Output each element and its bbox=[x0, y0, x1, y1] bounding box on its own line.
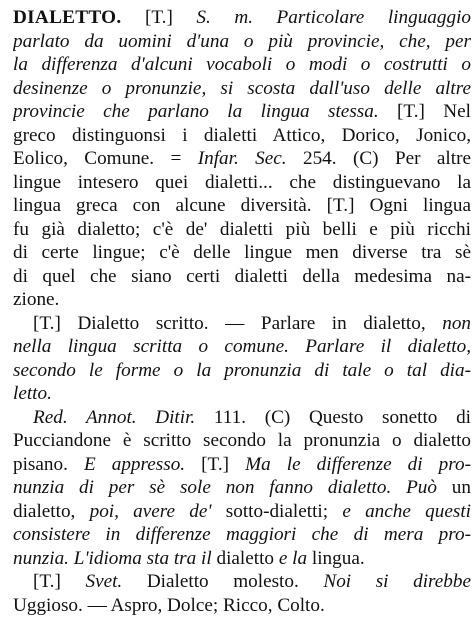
italic-text: secondo le forme o la pronunzia di tale o tal dia- bbox=[13, 360, 471, 381]
text-segment: fu già dialetto; c'è de' dialetti più belli e più ricchi bbox=[13, 219, 471, 240]
text-segment: Pucciandone è scritto secondo la pronunzia o dialetto bbox=[13, 430, 471, 451]
text-segment: di certe lingue; c'è delle lingue men diverse tra sè bbox=[13, 242, 471, 263]
text-line bbox=[13, 194, 471, 218]
italic-text: nunzia di per sè sole non fanno dialetto. Può bbox=[13, 477, 437, 498]
text-line bbox=[13, 500, 471, 524]
italic-text: E appresso. bbox=[84, 454, 185, 475]
text-segment: [T.] Nel bbox=[379, 101, 471, 122]
text-segment: lingua greca con alcune diversità. [T.] Ogni lingua bbox=[13, 195, 471, 216]
text-segment: [T.] bbox=[121, 7, 196, 28]
text-segment: Eolico, Comune. = bbox=[13, 148, 198, 169]
text-line bbox=[13, 570, 471, 594]
text-line bbox=[13, 77, 471, 101]
text-line bbox=[13, 523, 471, 547]
italic-text: poi, avere de' bbox=[90, 501, 212, 522]
text-line bbox=[13, 476, 471, 500]
italic-text: non bbox=[442, 313, 471, 334]
text-line bbox=[13, 406, 471, 430]
text-segment: [T.] bbox=[33, 571, 85, 592]
text-line bbox=[13, 594, 471, 617]
italic-text: nunzia. L'idioma bbox=[13, 548, 142, 569]
text-segment: lingua. bbox=[312, 548, 365, 569]
text-segment: dialetto, bbox=[13, 501, 90, 522]
text-segment: lingue intesero quei dialetti... che distinguevano la bbox=[13, 172, 471, 193]
text-line bbox=[13, 124, 471, 148]
italic-text: Ma le differenze di pro- bbox=[245, 454, 471, 475]
italic-text: Noi si direbbe bbox=[323, 571, 471, 592]
text-segment: sotto-dialetti; bbox=[212, 501, 343, 522]
text-segment: dialetto bbox=[216, 548, 274, 569]
text-line bbox=[13, 218, 471, 242]
text-line bbox=[13, 453, 471, 477]
italic-text: e la bbox=[274, 548, 312, 569]
text-segment: 254. (C) Per altre bbox=[287, 148, 471, 169]
italic-text: consistere in differenze maggiori che di mera pro- bbox=[13, 524, 471, 545]
text-line bbox=[13, 171, 471, 195]
text-line bbox=[13, 241, 471, 265]
text-segment: Uggioso. — Aspro, Dolce; Ricco, Colto. bbox=[13, 595, 325, 616]
text-line bbox=[13, 288, 471, 312]
text-segment: Dialetto molesto. bbox=[122, 571, 323, 592]
text-segment: di quel che siano certi dialetti della medesima na- bbox=[13, 266, 471, 287]
italic-text: Red. Annot. Ditir. bbox=[33, 407, 195, 428]
text-segment: [T.] bbox=[185, 454, 245, 475]
text-segment: zione. bbox=[13, 289, 59, 310]
text-segment: [T.] Dialetto scritto. — Parlare in dialetto, bbox=[33, 313, 442, 334]
italic-text: nella lingua scritta o comune. Parlare il dialetto, bbox=[13, 336, 471, 357]
italic-text: parlato da uomini d'una o più provincie, che, per bbox=[13, 31, 471, 52]
text-line bbox=[13, 359, 471, 383]
text-segment: un bbox=[437, 477, 471, 498]
text-segment: 111. (C) Questo sonetto di bbox=[195, 407, 471, 428]
italic-text: S. m. Particolare linguaggio bbox=[196, 7, 471, 28]
text-line bbox=[13, 53, 471, 77]
italic-text: la differenza d'alcuni vocaboli o modi o costrutti o bbox=[13, 54, 471, 75]
italic-text: Svet. bbox=[85, 571, 122, 592]
text-line bbox=[13, 265, 471, 289]
text-line bbox=[13, 547, 471, 571]
text-line bbox=[13, 429, 471, 453]
italic-text: provincie che parlano la lingua stessa. bbox=[13, 101, 379, 122]
text-segment: pisano. bbox=[13, 454, 84, 475]
text-line bbox=[13, 6, 471, 30]
italic-text: Infar. Sec. bbox=[198, 148, 287, 169]
text-line bbox=[13, 30, 471, 54]
italic-text: e anche questi bbox=[342, 501, 471, 522]
italic-text: sta tra il bbox=[142, 548, 217, 569]
text-line bbox=[13, 147, 471, 171]
text-line bbox=[13, 100, 471, 124]
italic-text: letto. bbox=[13, 383, 52, 404]
text-line bbox=[13, 312, 471, 336]
italic-text: desinenze o pronunzie, si scosta dall'uso delle altre bbox=[13, 78, 471, 99]
text-segment: greco distinguonsi i dialetti Attico, Dorico, Jonico, bbox=[13, 125, 471, 146]
text-line bbox=[13, 335, 471, 359]
text-line bbox=[13, 382, 471, 406]
headword: DIALETTO. bbox=[13, 7, 121, 28]
